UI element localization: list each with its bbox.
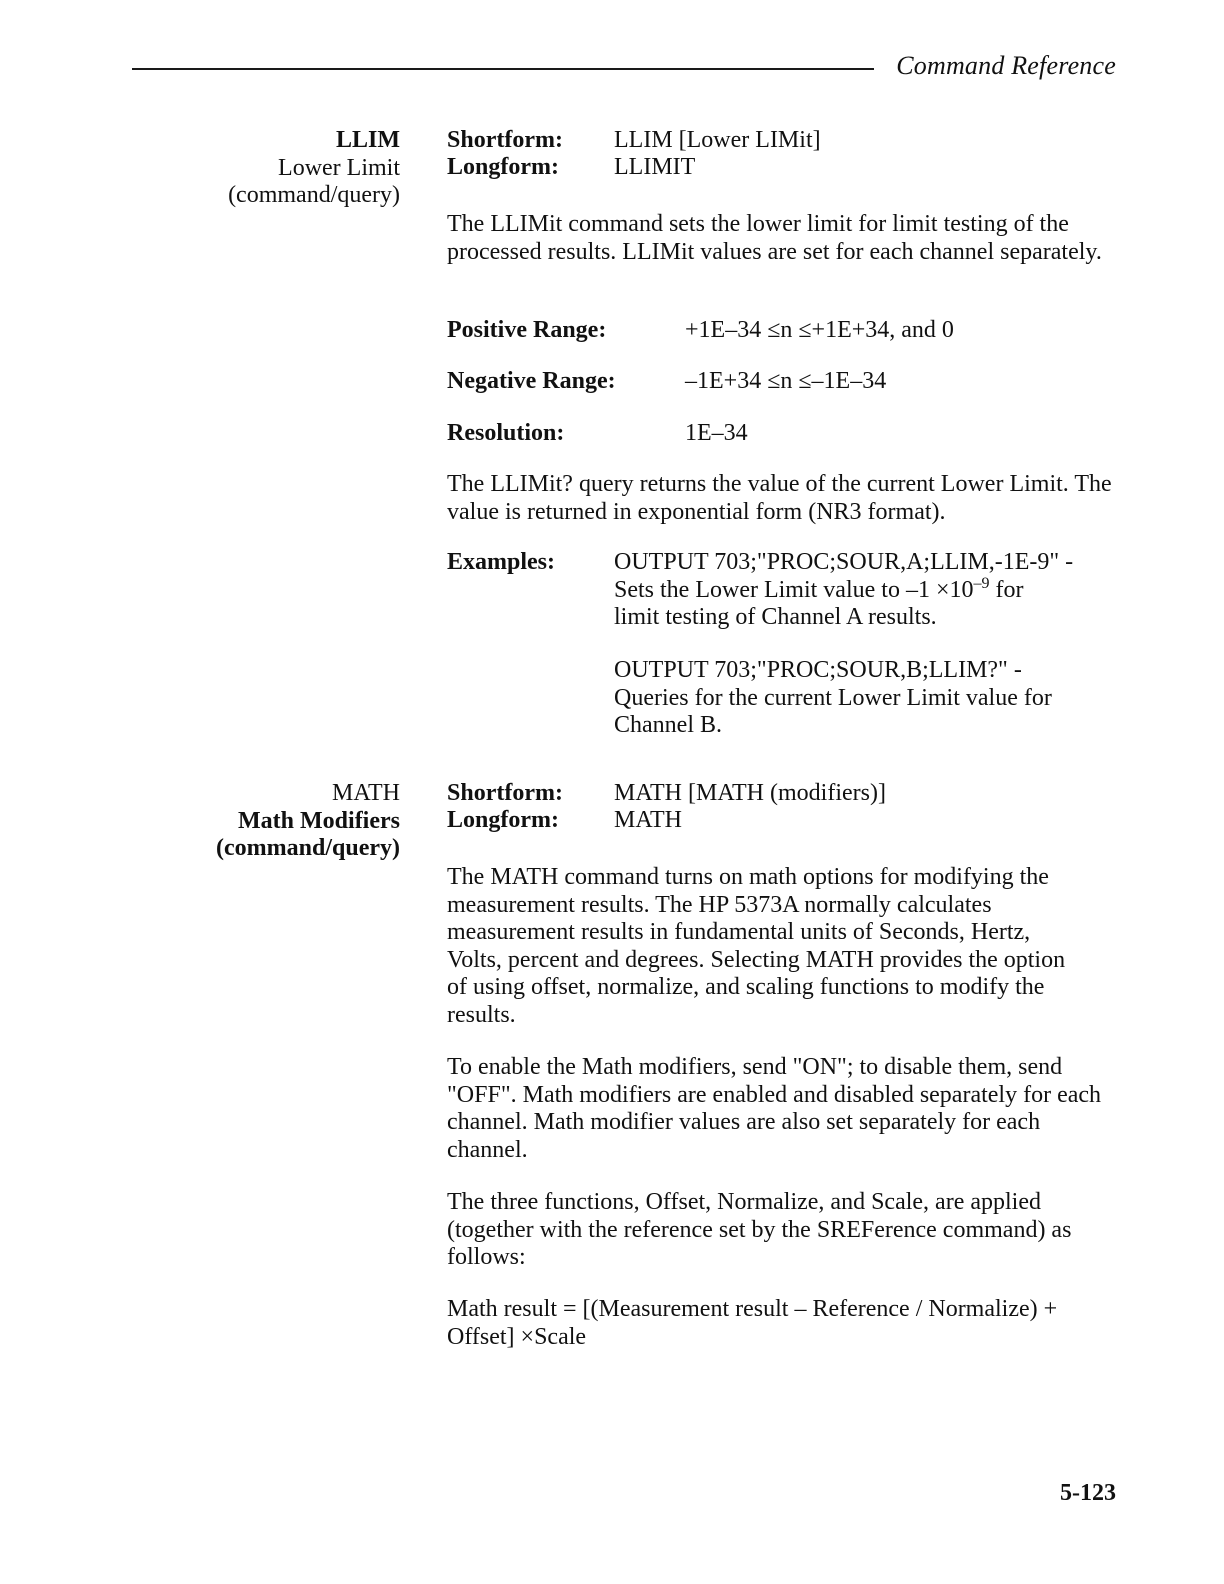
math-description: The MATH command turns on math options for modifying the measurement results. The HP 5373A normally calculates measurement results in fundamental units of Seconds, Hertz, Volts, percent and degrees. Selecting MATH provides the option of using offset, normalize, and scaling functions to modify the results. xyxy=(447,864,1066,1028)
llim-example-2 xyxy=(614,657,1114,740)
math-side-kind: (command/query) xyxy=(216,835,400,861)
example-1-desc-a: Sets the Lower Limit value to –1 ×10 xyxy=(614,576,974,603)
llim-resolution-value: 1E–34 xyxy=(685,420,748,446)
math-shortform-value: MATH [MATH (modifiers)] xyxy=(614,780,886,806)
llim-longform-value: LLIMIT xyxy=(614,154,696,180)
llim-positive-range-label: Positive Range: xyxy=(447,317,607,343)
llim-side-desc: Lower Limit xyxy=(278,154,400,181)
math-enable-description: To enable the Math modifiers, send "ON"; to disable them, send "OFF". Math modifiers are enabled and disabled separately for each channel. Math modifier values are also set separately for each channel. xyxy=(447,1054,1102,1163)
example-1-desc-c: limit testing of Channel A results. xyxy=(614,604,937,630)
math-formula: Math result = [(Measurement result – Reference / Normalize) + Offset] ×Scale xyxy=(447,1296,1058,1350)
llim-description: The LLIMit command sets the lower limit for limit testing of the processed results. LLIMit values are set for each channel separately. xyxy=(447,211,1102,265)
math-shortform-label: Shortform: xyxy=(447,780,563,806)
llim-side-name: LLIM xyxy=(335,127,400,153)
llim-shortform-value: LLIM [Lower LIMit] xyxy=(614,127,821,153)
header-title: Command Reference xyxy=(896,51,1116,80)
llim-longform-label: Longform: xyxy=(447,154,559,180)
llim-positive-range-value: +1E–34 ≤n ≤+1E+34, and 0 xyxy=(685,317,954,343)
example-1-exponent: –9 xyxy=(973,574,990,592)
llim-negative-range-label: Negative Range: xyxy=(447,368,616,394)
math-functions-description: The three functions, Offset, Normalize, and Scale, are applied (together with the reference set by the SREFerence command) as follows: xyxy=(447,1189,1072,1270)
llim-resolution-label: Resolution: xyxy=(447,420,565,446)
example-1-desc-b: for xyxy=(989,576,1024,603)
header-rule xyxy=(132,68,874,70)
math-longform-value: MATH xyxy=(614,807,683,833)
math-side-desc: Math Modifiers xyxy=(238,807,400,834)
examples-label: Examples: xyxy=(447,549,555,575)
example-1-command: OUTPUT 703;"PROC;SOUR,A;LLIM,-1E-9" - xyxy=(614,549,1074,575)
page-number: 5-123 xyxy=(1060,1480,1116,1506)
llim-side-kind: (command/query) xyxy=(228,182,400,208)
llim-shortform-label: Shortform: xyxy=(447,127,563,153)
example-2-desc: Queries for the current Lower Limit value for Channel B. xyxy=(614,684,1052,738)
llim-query-description: The LLIMit? query returns the value of the current Lower Limit. The value is returned in exponential form (NR3 format). xyxy=(447,471,1112,525)
llim-side-heading xyxy=(228,127,400,210)
math-side-heading xyxy=(216,780,400,863)
llim-negative-range-value: –1E+34 ≤n ≤–1E–34 xyxy=(685,368,887,394)
llim-example-1 xyxy=(614,549,1114,632)
math-longform-label: Longform: xyxy=(447,807,559,833)
example-2-command: OUTPUT 703;"PROC;SOUR,B;LLIM?" - xyxy=(614,657,1022,683)
math-side-name: MATH xyxy=(331,780,400,806)
